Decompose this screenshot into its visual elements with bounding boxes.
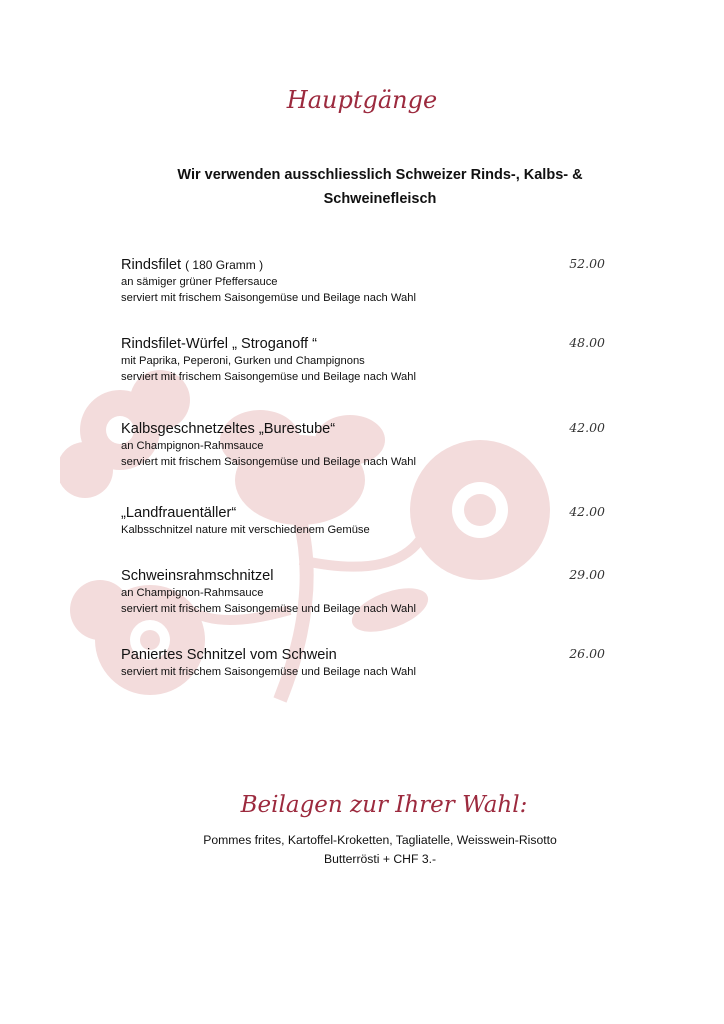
item-description: an sämiger grüner Pfeffersauce — [121, 276, 278, 288]
item-description: an Champignon-Rahmsauce — [121, 587, 264, 599]
item-description: mit Paprika, Peperoni, Gurken und Champignons — [121, 355, 365, 367]
item-name: Rindsfilet-Würfel „ Stroganoff “ — [121, 336, 318, 352]
item-name: Kalbsgeschnetzeltes „Burestube“ — [121, 421, 336, 437]
item-description: Kalbsschnitzel nature mit verschiedenem Gemüse — [121, 524, 370, 536]
item-price: 42.00 — [569, 504, 605, 519]
item-price: 29.00 — [569, 567, 605, 582]
item-quantity: ( 180 Gramm ) — [185, 258, 264, 272]
sides-extra: Butterrösti + CHF 3.- — [323, 852, 437, 866]
meat-origin-notice: Wir verwenden ausschliesslich Schweizer Rinds-, Kalbs- & Schweinefleisch — [177, 167, 583, 207]
page-heading: Hauptgänge — [286, 86, 438, 114]
sides-heading: Beilagen zur Ihrer Wahl: — [240, 792, 528, 818]
menu-item — [121, 256, 605, 306]
item-price: 42.00 — [569, 420, 605, 435]
item-price: 26.00 — [569, 646, 605, 661]
item-description: serviert mit frischem Saisongemüse und Beilage nach Wahl — [121, 666, 416, 678]
menu-item — [121, 567, 605, 617]
item-description: serviert mit frischem Saisongemüse und Beilage nach Wahl — [121, 371, 416, 383]
item-description: an Champignon-Rahmsauce — [121, 440, 264, 452]
item-description: serviert mit frischem Saisongemüse und Beilage nach Wahl — [121, 292, 416, 304]
menu-item — [121, 646, 605, 680]
menu-item — [121, 335, 605, 385]
menu-item — [121, 420, 605, 470]
item-name: Rindsfilet — [121, 257, 182, 273]
item-price: 48.00 — [569, 335, 605, 350]
item-name: Schweinsrahmschnitzel — [121, 568, 274, 584]
sides-list: Pommes frites, Kartoffel-Kroketten, Tagliatelle, Weisswein-Risotto — [203, 833, 557, 847]
item-name: „Landfrauentäller“ — [121, 505, 237, 521]
item-price: 52.00 — [569, 256, 605, 271]
item-description: serviert mit frischem Saisongemüse und Beilage nach Wahl — [121, 456, 416, 468]
item-name: Paniertes Schnitzel vom Schwein — [121, 647, 337, 663]
menu-item — [121, 504, 605, 538]
item-description: serviert mit frischem Saisongemüse und Beilage nach Wahl — [121, 603, 416, 615]
